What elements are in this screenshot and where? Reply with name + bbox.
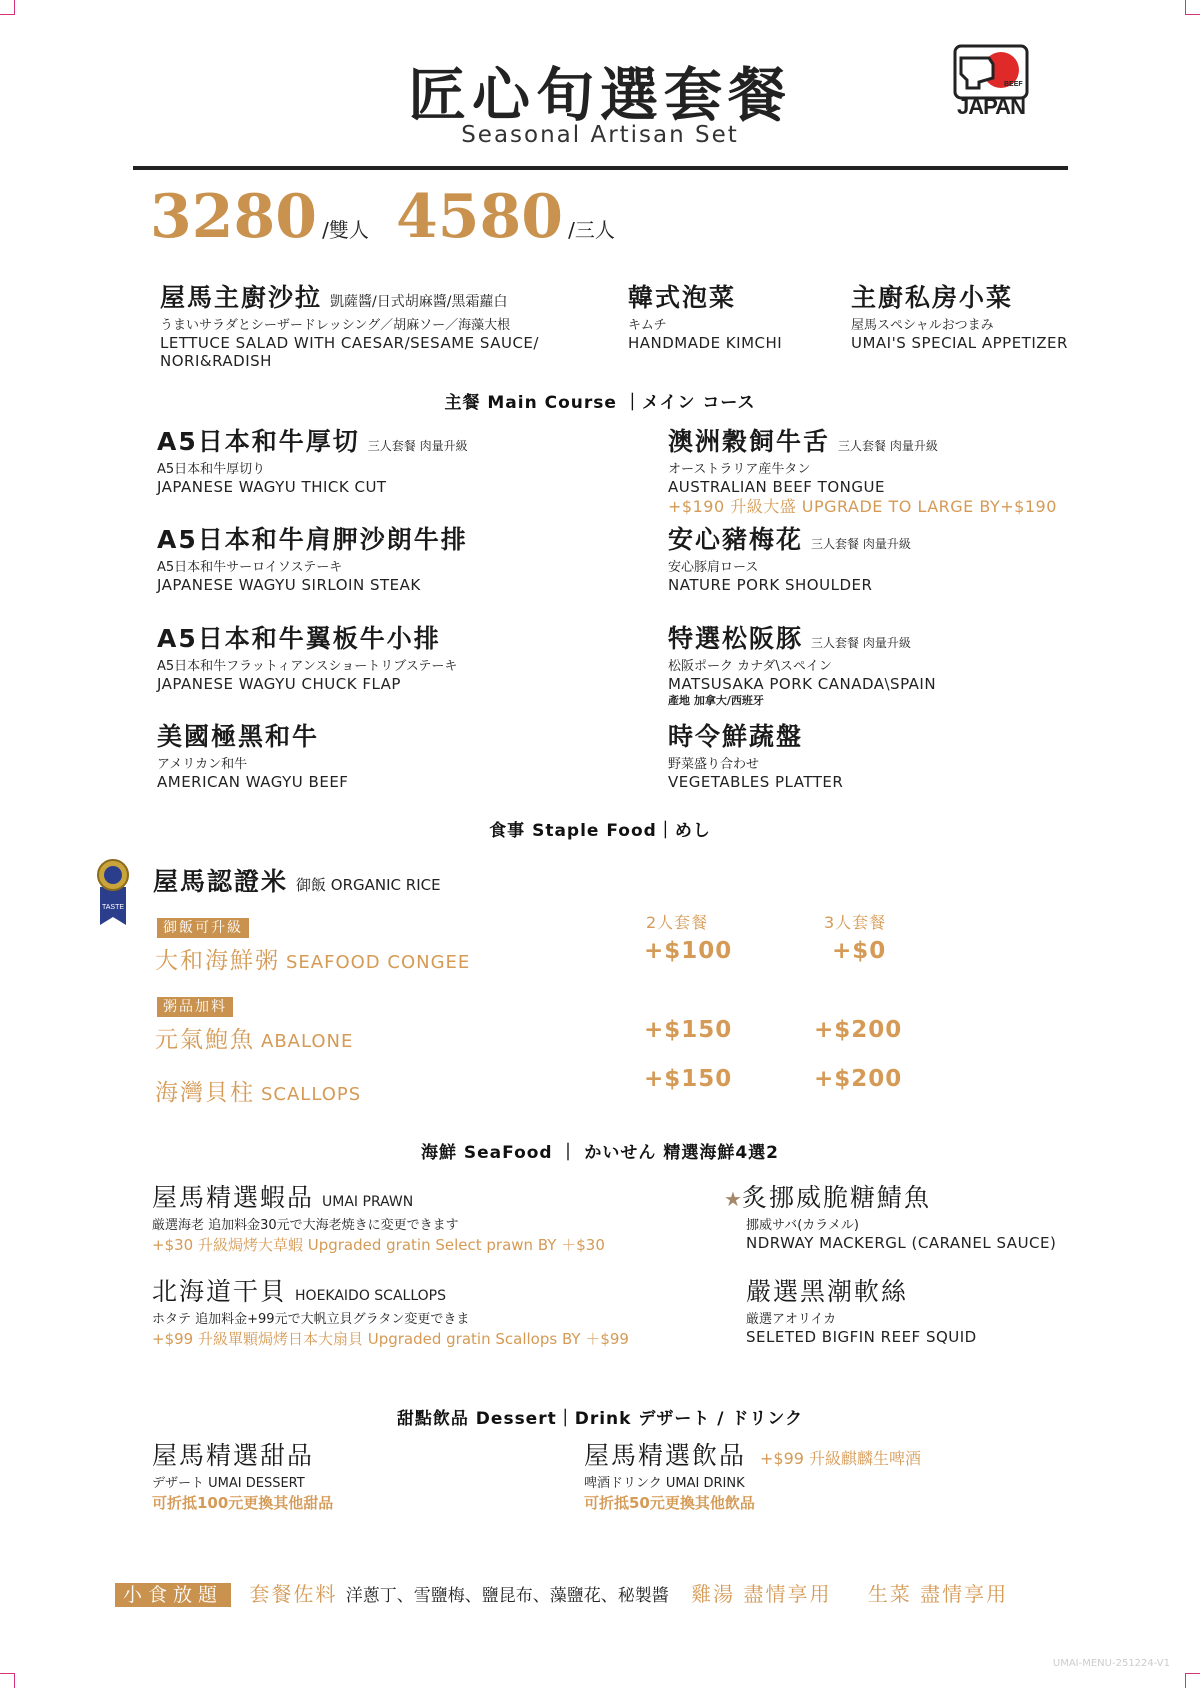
seafood-item	[724, 1178, 1056, 1252]
main-item	[157, 717, 348, 791]
seafood-item	[152, 1272, 629, 1349]
congee-price-3p: +$0	[832, 938, 887, 964]
congee-price-2p: +$100	[644, 938, 733, 964]
item-tag: 三人套餐 肉量升級	[367, 439, 468, 453]
item-name: 屋馬主廚沙拉	[160, 283, 323, 312]
item-en: JAPANESE WAGYU CHUCK FLAP	[157, 675, 401, 693]
item-name: 屋馬精選甜品	[152, 1441, 315, 1470]
item-name: 澳洲穀飼牛舌	[668, 427, 831, 456]
item-note: +$30 升級焗烤大草蝦 Upgraded gratin Select prawn BY ＋$30	[152, 1236, 605, 1254]
item-en: NORI&RADISH	[160, 352, 272, 370]
price-three	[396, 182, 615, 252]
title-divider	[133, 166, 1068, 170]
rice-item	[153, 862, 441, 898]
item-jp: オーストラリア産牛タン	[668, 462, 811, 477]
item-en: JAPANESE WAGYU SIRLOIN STEAK	[157, 576, 421, 594]
version-code: UMAI-MENU-251224-V1	[1052, 1658, 1170, 1669]
footer-soup: 雞湯 盡情享用	[691, 1582, 832, 1606]
item-jp: キムチ	[628, 318, 667, 333]
congee-item	[155, 942, 470, 975]
item-tag: HOEKAIDO SCALLOPS	[295, 1288, 446, 1304]
item-en: NDRWAY MACKERGL (CARANEL SAUCE)	[746, 1234, 1057, 1252]
item-name: A5日本和牛翼板牛小排	[157, 624, 441, 653]
main-item	[668, 717, 843, 791]
item-tag: 三人套餐 肉量升級	[838, 439, 938, 453]
addon-price-3p: +$200	[814, 1066, 903, 1092]
item-jp: A5日本和牛サーロイソステーキ	[157, 560, 343, 575]
footer-veg: 生菜 盡情享用	[867, 1582, 1009, 1606]
item-name: 主廚私房小菜	[851, 283, 1014, 312]
crop-mark	[1185, 1673, 1200, 1688]
item-tag: 御飯 ORGANIC RICE	[296, 876, 441, 894]
main-item	[668, 422, 1057, 516]
item-name: 嚴選黑潮軟絲	[746, 1277, 909, 1306]
medal-label: TASTE	[101, 904, 125, 911]
item-tag: 三人套餐 肉量升級	[811, 537, 911, 551]
item-note: +$99 升級單顆焗烤日本大扇貝 Upgraded gratin Scallops BY ＋$99	[152, 1330, 629, 1348]
item-jp: 安心豚肩ロース	[668, 560, 759, 575]
addon-price-2p: +$150	[644, 1066, 733, 1092]
item-name: A5日本和牛厚切	[157, 427, 360, 456]
item-jp: A5日本和牛厚切り	[157, 462, 266, 477]
price-unit: /三人	[568, 218, 615, 242]
item-jp: 野菜盛り合わせ	[668, 757, 760, 772]
footer-side-label: 套餐佐料	[249, 1582, 338, 1606]
item-jp: A5日本和牛フラットィアンスショートリブステーキ	[157, 659, 458, 674]
item-jp: うまいサラダとシーザードレッシング／胡麻ソー／海藻大根	[160, 318, 511, 333]
item-name: 大和海鮮粥	[155, 948, 280, 974]
item-tag: 三人套餐 肉量升級	[811, 636, 911, 650]
item-tag: 凱薩醬/日式胡麻醬/黑霜蘿白	[330, 294, 508, 310]
footer-bar	[115, 1578, 1008, 1607]
item-name: 元氣鮑魚	[155, 1027, 255, 1053]
main-item	[157, 520, 468, 594]
section-heading-staple: 食事 Staple Food｜めし	[489, 821, 711, 841]
item-en: AMERICAN WAGYU BEEF	[157, 773, 349, 791]
section-heading-main: 主餐 Main Course ｜メイン コース	[444, 393, 756, 413]
item-jp: アメリカン和牛	[157, 757, 248, 772]
seafood-item	[152, 1178, 605, 1255]
starter-item	[851, 278, 1068, 352]
page-title: 匠心旬選套餐	[407, 61, 792, 129]
item-tag: +$99 升級麒麟生啤酒	[760, 1449, 922, 1468]
dessert-item	[152, 1436, 333, 1513]
item-name: A5日本和牛肩胛沙朗牛排	[157, 525, 468, 554]
item-name: 特選松阪豚	[668, 624, 804, 653]
item-en: NATURE PORK SHOULDER	[668, 576, 873, 594]
pill-label: 御飯可升級	[157, 918, 249, 938]
item-jp: 挪威サバ(カラメル)	[746, 1218, 859, 1233]
footer-side-items: 洋蔥丁、雪鹽梅、鹽昆布、藻鹽花、秘製醬	[345, 1586, 669, 1606]
addon-item	[155, 1021, 353, 1054]
item-name: 炙挪威脆糖鯖魚	[741, 1183, 931, 1212]
item-upgrade: +$190 升級大盛 UPGRADE TO LARGE BY+$190	[668, 497, 1057, 516]
rice-award-medal-icon	[96, 857, 130, 927]
section-heading-dessert: 甜點飲品 Dessert｜Drink デザート / ドリンク	[396, 1409, 804, 1429]
main-item	[157, 619, 457, 693]
item-name: 北海道干貝	[152, 1277, 288, 1306]
logo-text: JAPAN	[957, 94, 1025, 119]
item-en: ABALONE	[261, 1031, 354, 1052]
item-en: HANDMADE KIMCHI	[628, 334, 783, 352]
item-name: 屋馬精選飲品	[584, 1441, 747, 1470]
upgrade-label	[157, 917, 249, 937]
main-item	[157, 422, 468, 496]
addon-price-3p: +$200	[814, 1017, 903, 1043]
item-en: JAPANESE WAGYU THICK CUT	[157, 478, 387, 496]
item-jp: 厳選アオリイカ	[746, 1312, 837, 1327]
item-name: 時令鮮蔬盤	[668, 722, 804, 751]
item-en: SELETED BIGFIN REEF SQUID	[746, 1328, 977, 1346]
item-en: MATSUSAKA PORK CANADA\SPAIN	[668, 675, 937, 693]
item-name: 屋馬認證米	[153, 867, 289, 896]
item-note: 可折抵100元更換其他甜品	[152, 1494, 334, 1512]
item-en: UMAI'S SPECIAL APPETIZER	[851, 334, 1068, 352]
item-tag: UMAI PRAWN	[322, 1194, 414, 1210]
drink-item	[584, 1436, 921, 1513]
section-heading-seafood: 海鮮 SeaFood ｜ かいせん 精選海鮮4選2	[420, 1143, 780, 1163]
item-en: SCALLOPS	[261, 1084, 362, 1105]
japan-beef-logo	[953, 44, 1029, 122]
item-jp: ホタテ 追加料金+99元で大帆立貝グラタン変更できま	[152, 1312, 470, 1327]
item-note: 可折抵50元更換其他飲品	[584, 1494, 755, 1512]
item-jp: 啤酒ドリンク UMAI DRINK	[584, 1476, 745, 1491]
item-name: 海灣貝柱	[155, 1080, 255, 1106]
starter-item	[628, 278, 782, 352]
item-jp: デザート UMAI DESSERT	[152, 1476, 305, 1491]
item-en: LETTUCE SALAD WITH CAESAR/SESAME SAUCE/	[160, 334, 539, 352]
crop-mark	[0, 1673, 15, 1688]
page-subtitle: Seasonal Artisan Set	[461, 122, 739, 148]
item-jp: 松阪ポーク カナダ\スペイン	[668, 659, 832, 674]
price-unit: /雙人	[322, 218, 369, 242]
addon-price-2p: +$150	[644, 1017, 733, 1043]
item-jp: 屋馬スペシャルおつまみ	[851, 318, 994, 333]
item-en: VEGETABLES PLATTER	[668, 773, 844, 791]
footer-label: 小食放題	[115, 1583, 231, 1607]
addon-item	[155, 1074, 361, 1107]
item-jp: 厳選海老 追加料金30元で大海老焼きに変更できます	[152, 1218, 459, 1233]
seafood-item	[746, 1272, 977, 1346]
star-icon: ★	[724, 1187, 742, 1211]
price-two	[150, 182, 369, 252]
addon-label	[157, 996, 233, 1016]
item-origin: 產地 加拿大/西班牙	[668, 694, 764, 707]
crop-mark	[0, 0, 15, 15]
main-item	[668, 520, 911, 594]
price-amount: 4580	[396, 182, 563, 252]
logo-badge: BEEF	[1004, 81, 1023, 88]
column-header-2p: 2人套餐	[646, 913, 709, 932]
item-name: 安心豬梅花	[668, 525, 804, 554]
crop-mark	[1185, 0, 1200, 15]
item-en: SEAFOOD CONGEE	[286, 952, 471, 973]
starter-item	[160, 278, 539, 370]
main-item	[668, 619, 936, 709]
price-amount: 3280	[150, 182, 317, 252]
item-name: 屋馬精選蝦品	[152, 1183, 315, 1212]
column-header-3p: 3人套餐	[824, 913, 887, 932]
item-en: AUSTRALIAN BEEF TONGUE	[668, 478, 885, 496]
item-name: 美國極黑和牛	[157, 722, 320, 751]
item-name: 韓式泡菜	[628, 283, 737, 312]
pill-label: 粥品加料	[157, 997, 233, 1017]
